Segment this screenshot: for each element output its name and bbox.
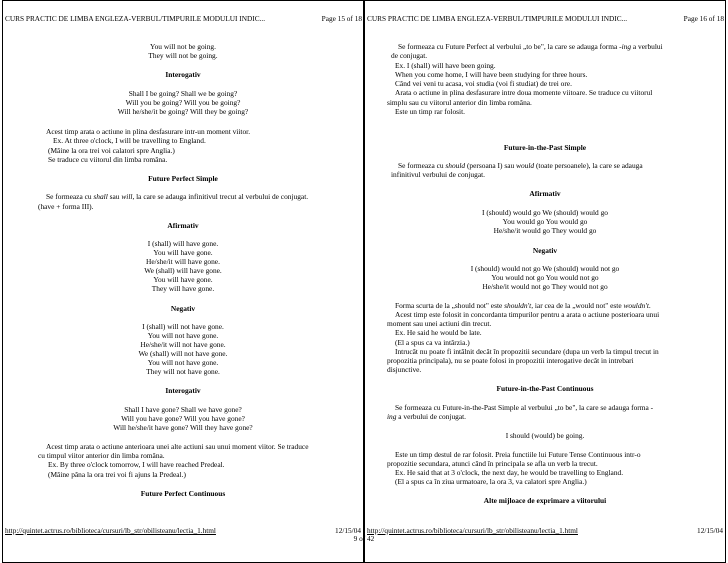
section-heading: Negativ (532, 246, 558, 255)
text-line: Ex. At three o'clock, I will be travelling to England. (53, 136, 206, 145)
text-line: Se formeaza cu Future Perfect al verbului „to be", la care se adauga forma -ing a verbului (398, 42, 663, 51)
text-line: You will not have gone. (147, 331, 219, 340)
text-line: (Mâine la ora trei voi calatori spre Anglia.) (48, 146, 175, 155)
text-line: simplu sau cu viitorul anterior din limba româna. (387, 98, 532, 107)
text-line: They will have gone. (151, 284, 215, 293)
text-line: Se formeaza cu Future-in-the-Past Simple al verbului „to be", la care se adauga forma - (395, 403, 654, 412)
text-line: Will he/she/it be going? Will they be going? (117, 107, 249, 116)
page-header (365, 15, 725, 25)
text-line: You would not go You would not go (491, 273, 599, 282)
text-line: I (shall) will have gone. (147, 239, 219, 248)
text-line: Shall I have gone? Shall we have gone? (124, 405, 242, 414)
text-line: I should (would) be going. (505, 431, 585, 440)
text-line: Ex. He said he would be late. (395, 328, 482, 337)
text-line: Ex. I (shall) will have been going. (395, 61, 496, 70)
section-heading: Future Perfect Simple (148, 174, 218, 183)
text-line: Ex. He said that at 3 o'clock, the next day, he would be travelling to England. (395, 468, 624, 477)
text-line: You will have gone. (153, 248, 213, 257)
section-heading: Future-in-the-Past Continuous (496, 384, 594, 393)
text-line: moment sau unei actiuni din trecut. (387, 319, 492, 328)
header-page-number: Page 15 of 18 (321, 15, 362, 23)
text-line: Este un timp destul de rar folosit. Preia functiile lui Future Tense Continuous intr-o (395, 450, 641, 459)
section-heading: Interogativ (165, 386, 201, 395)
text-line: propozitia principala), nu se poate folosi in propozitii interogative decât in intrebari (387, 356, 634, 365)
footer-date: 12/15/04 (697, 526, 723, 535)
text-line: Arata o actiune in plina desfasurare intre doua momente viitoare. Se traduce cu viitorul (395, 88, 653, 97)
text-line: Acest timp este folosit in concordanta timpurilor pentru a arata o actiune posterioara unui (395, 310, 660, 319)
text-line: They will not be going. (148, 51, 218, 60)
text-line: We (shall) will have gone. (144, 266, 222, 275)
text-line: Ex. By three o'clock tomorrow, I will have reached Predeal. (48, 460, 225, 469)
text-line: Acest timp arata o actiune anterioara unei alte actiuni sau unui moment viitor. Se traduce (46, 442, 309, 451)
section-heading: Alte mijloace de exprimare a viitorului (483, 496, 607, 505)
text-line: (El a spus ca în ziua urmatoare, la ora 3, va calatori spre Anglia.) (395, 477, 587, 486)
text-line: We (shall) will not have gone. (138, 349, 228, 358)
text-line: disjunctive. (387, 365, 422, 374)
section-heading: Future Perfect Continuous (140, 489, 226, 498)
text-line: Shall I be going? Shall we be going? (128, 89, 238, 98)
text-line: Se formeaza cu shall sau will, la care se adauga infinitivul trecut al verbului de conjugat. (46, 192, 309, 201)
text-line: Acest timp arata o actiune in plina desfasurare intr-un moment viitor. (46, 127, 251, 136)
right-page (364, 0, 726, 563)
text-line: You will not have gone. (147, 358, 219, 367)
text-line: When you come home, I will have been studying for three hours. (395, 70, 588, 79)
section-heading: Interogativ (165, 70, 201, 79)
left-page (2, 0, 364, 563)
text-line: Will you have gone? Will you have gone? (121, 414, 245, 423)
text-line: Will he/she/it have gone? Will they have gone? (113, 423, 253, 432)
text-line: He/she/it would go They would go (493, 226, 597, 235)
text-line: Will you be going? Will you be going? (125, 98, 241, 107)
text-line: I (shall) will not have gone. (142, 322, 224, 331)
page-counter: 9 of 42 (353, 534, 375, 543)
text-line: ing a verbului de conjugat. (387, 412, 467, 421)
text-line: He/she/it will not have gone. (140, 340, 226, 349)
text-line: (have + forma III). (38, 202, 94, 211)
text-line: He/she/it will have gone. (146, 257, 220, 266)
text-line: They will not have gone. (146, 367, 220, 376)
text-line: Forma scurta de la „should not" este shouldn't, iar cea de la „would not" este wouldn't. (395, 301, 651, 310)
text-line: You will not be going. (150, 42, 216, 51)
section-heading: Future-in-the-Past Simple (503, 143, 587, 152)
text-line: (Mâine pâna la ora trei voi fi ajuns la Predeal.) (48, 470, 186, 479)
header-title: CURS PRACTIC DE LIMBA ENGLEZA-VERBUL/TIMPURILE MODULUI INDIC... (367, 15, 628, 23)
text-line: You will have gone. (153, 275, 213, 284)
text-line: infinitivul verbului de conjugat. (391, 170, 486, 179)
text-line: (El a spus ca va intârzia.) (395, 338, 470, 347)
text-line: I (should) would go We (should) would go (482, 208, 608, 217)
text-line: You would go You would go (502, 217, 588, 226)
page-header (3, 15, 363, 25)
text-line: He/she/it would not go They would not go (482, 282, 608, 291)
header-title: CURS PRACTIC DE LIMBA ENGLEZA-VERBUL/TIMPURILE MODULUI INDIC... (5, 15, 266, 23)
text-line: de conjugat. (391, 51, 428, 60)
section-heading: Afirmativ (167, 221, 199, 230)
text-line: Când vei veni tu acasa, voi studia (voi fi studiat) de trei ore. (395, 79, 572, 88)
text-line: Intrucât nu poate fi intâlnit decât în propozitii secundare (dupa un verb la timpul trecut in (395, 347, 659, 356)
text-line: Se traduce cu viitorul din limba româna. (48, 155, 168, 164)
text-line: cu timpul viitor anterior din limba româna. (38, 451, 165, 460)
section-heading: Afirmativ (529, 189, 561, 198)
text-line: Este un timp rar folosit. (395, 107, 465, 116)
text-line: Se formeaza cu should (persoana I) sau would (toate persoanele), la care se adauga (398, 161, 643, 170)
footer-date: 12/15/04 (335, 526, 361, 535)
footer-url-link[interactable]: http://quintet.actrus.ro/biblioteca/cursuri/lb_str/obilisteanu/lectia_1.html (5, 526, 216, 535)
text-line: I (should) would not go We (should) would not go (470, 264, 620, 273)
section-heading: Negativ (170, 304, 196, 313)
footer-url-link[interactable]: http://quintet.actrus.ro/biblioteca/cursuri/lb_str/obilisteanu/lectia_1.html (367, 526, 578, 535)
text-line: propozitie secundara, atunci când în principala se afla un verb la trecut. (387, 459, 598, 468)
header-page-number: Page 16 of 18 (683, 15, 724, 23)
